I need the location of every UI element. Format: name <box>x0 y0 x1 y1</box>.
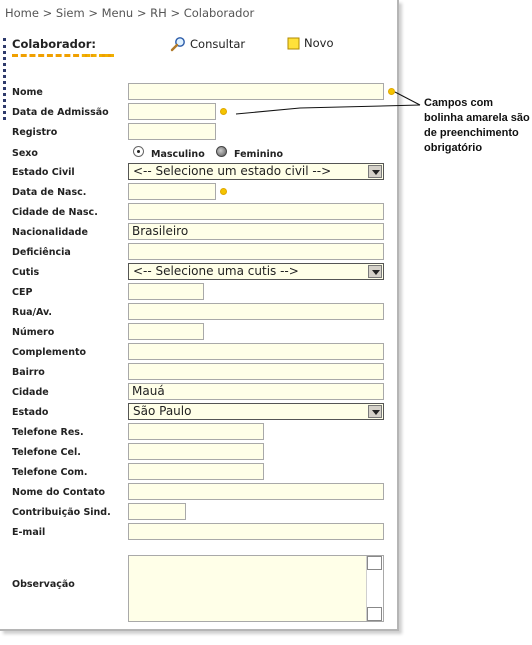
novo-label: Novo <box>304 36 334 50</box>
bairro-label: Bairro <box>12 367 45 378</box>
data-admissao-label: Data de Admissão <box>12 107 109 118</box>
required-fields-note: Campos com bolinha amarela são de preenchimento obrigatório <box>424 97 530 154</box>
cidade-input[interactable]: Mauá <box>128 383 384 400</box>
nome-contato-label: Nome do Contato <box>12 487 106 498</box>
breadcrumb: Home > Siem > Menu > RH > Colaborador <box>5 6 255 20</box>
contrib-sind-label: Contribuição Sind. <box>12 507 111 518</box>
email-label: E-mail <box>12 527 46 538</box>
estado-value: São Paulo <box>133 404 192 418</box>
nacionalidade-input[interactable]: Brasileiro <box>128 223 384 240</box>
tel-res-label: Telefone Res. <box>12 427 84 438</box>
cidade-label: Cidade <box>12 387 49 398</box>
tel-com-label: Telefone Com. <box>12 467 88 478</box>
estado-label: Estado <box>12 407 49 418</box>
complemento-label: Complemento <box>12 347 87 358</box>
observacao-label: Observação <box>12 579 75 590</box>
cutis-value: <-- Selecione uma cutis --> <box>133 264 299 278</box>
sexo-label: Sexo <box>12 148 38 159</box>
deficiencia-label: Deficiência <box>12 247 71 258</box>
nome-label: Nome <box>12 87 43 98</box>
rua-label: Rua/Av. <box>12 307 52 318</box>
estado-civil-label: Estado Civil <box>12 167 75 178</box>
radio-feminino-label: Feminino <box>234 149 284 160</box>
numero-label: Número <box>12 327 55 338</box>
data-nasc-label: Data de Nasc. <box>12 187 87 198</box>
page-title: Colaborador: <box>12 37 97 51</box>
tel-cel-label: Telefone Cel. <box>12 447 81 458</box>
cep-label: CEP <box>12 287 33 298</box>
nacionalidade-label: Nacionalidade <box>12 227 88 238</box>
registro-label: Registro <box>12 127 58 138</box>
estado-civil-value: <-- Selecione um estado civil --> <box>133 164 332 178</box>
radio-masculino-label: Masculino <box>151 149 205 160</box>
consultar-label: Consultar <box>190 37 246 51</box>
cutis-label: Cutis <box>12 267 40 278</box>
cidade-nasc-label: Cidade de Nasc. <box>12 207 98 218</box>
